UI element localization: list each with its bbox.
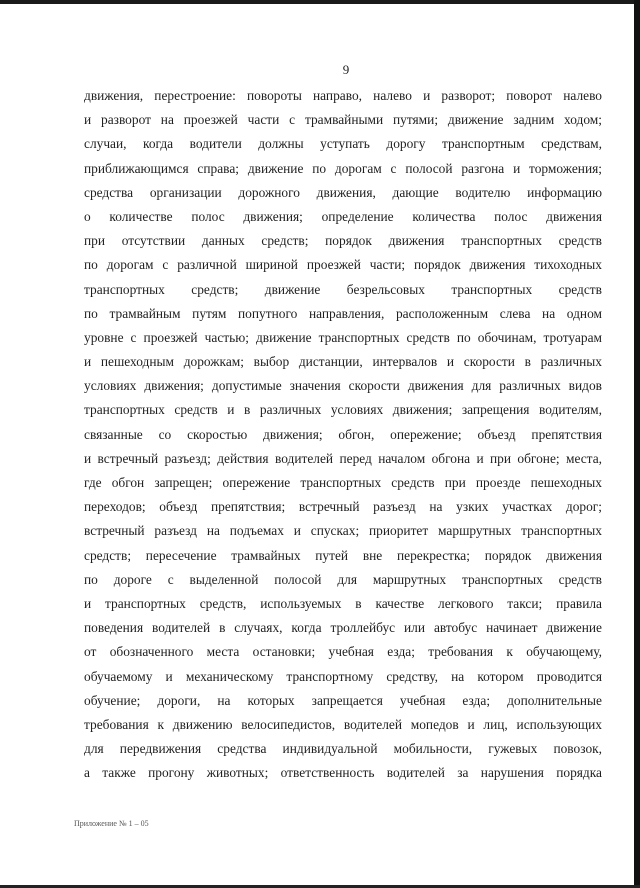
text-line: обучаемому и механическому транспортному средству, на котором проводится bbox=[84, 668, 602, 684]
text-line: и пешеходным дорожкам; выбор дистанции, интервалов и скорости в различных bbox=[84, 354, 602, 370]
text-line: и встречный разъезд; действия водителей перед началом обгона и при обгоне; места, bbox=[84, 450, 602, 466]
scan-edge-right bbox=[634, 0, 640, 888]
text-line: и разворот на проезжей части с трамвайными путями; движение задним ходом; bbox=[84, 112, 602, 128]
page-number: 9 bbox=[342, 62, 350, 77]
text-line: движения, перестроение: повороты направо, налево и разворот; поворот налево bbox=[84, 88, 602, 103]
footer-note: Приложение № 1 – 05 bbox=[74, 819, 149, 828]
text-line: связанные со скоростью движения; обгон, опережение; объезд препятствия bbox=[84, 426, 602, 442]
scan-edge-top bbox=[0, 0, 640, 4]
text-line: обучение; дороги, на которых запрещается учебная езда; дополнительные bbox=[84, 692, 602, 708]
text-line: поведения водителей в случаях, когда троллейбус или автобус начинает движение bbox=[84, 620, 602, 636]
text-line: по трамвайным путям попутного направления, расположенным слева на одном bbox=[84, 305, 602, 321]
text-line: требования к движению велосипедистов, водителей мопедов и лиц, использующих bbox=[84, 716, 602, 732]
text-line: условиях движения; допустимые значения скорости движения для различных видов bbox=[84, 378, 602, 394]
text-line: средств; пересечение трамвайных путей вне перекрестка; порядок движения bbox=[84, 547, 602, 563]
text-line: для передвижения средства индивидуальной мобильности, гужевых повозок, bbox=[84, 741, 602, 757]
text-line: и транспортных средств, используемых в качестве легкового такси; правила bbox=[84, 595, 602, 611]
text-line: по дорогам с различной шириной проезжей части; порядок движения тихоходных bbox=[84, 257, 602, 273]
body-text bbox=[84, 84, 602, 785]
text-line: приближающимся справа; движение по дорогам с полосой разгона и торможения; bbox=[84, 160, 602, 176]
text-line: по дороге с выделенной полосой для маршрутных транспортных средств bbox=[84, 571, 602, 587]
text-line: транспортных средств и в различных условиях движения; запрещения водителям, bbox=[84, 402, 602, 418]
text-line: средства организации дорожного движения, дающие водителю информацию bbox=[84, 184, 602, 200]
text-line: встречный разъезд на подъемах и спусках; приоритет маршрутных транспортных bbox=[84, 523, 602, 539]
text-line: переходов; объезд препятствия; встречный разъезд на узких участках дорог; bbox=[84, 499, 602, 515]
text-line: а также прогону животных; ответственность водителей за нарушения порядка bbox=[84, 765, 602, 781]
text-line: от обозначенного места остановки; учебная езда; требования к обучающему, bbox=[84, 644, 602, 660]
text-line: о количестве полос движения; определение количества полос движения bbox=[84, 208, 602, 224]
text-line: уровне с проезжей частью; движение транспортных средств по обочинам, тротуарам bbox=[84, 329, 602, 345]
text-line: транспортных средств; движение безрельсовых транспортных средств bbox=[84, 281, 602, 297]
text-line: при отсутствии данных средств; порядок движения транспортных средств bbox=[84, 233, 602, 249]
text-line: где обгон запрещен; опережение транспортных средств при проезде пешеходных bbox=[84, 475, 602, 490]
text-line: случаи, когда водители должны уступать дорогу транспортным средствам, bbox=[84, 136, 602, 152]
